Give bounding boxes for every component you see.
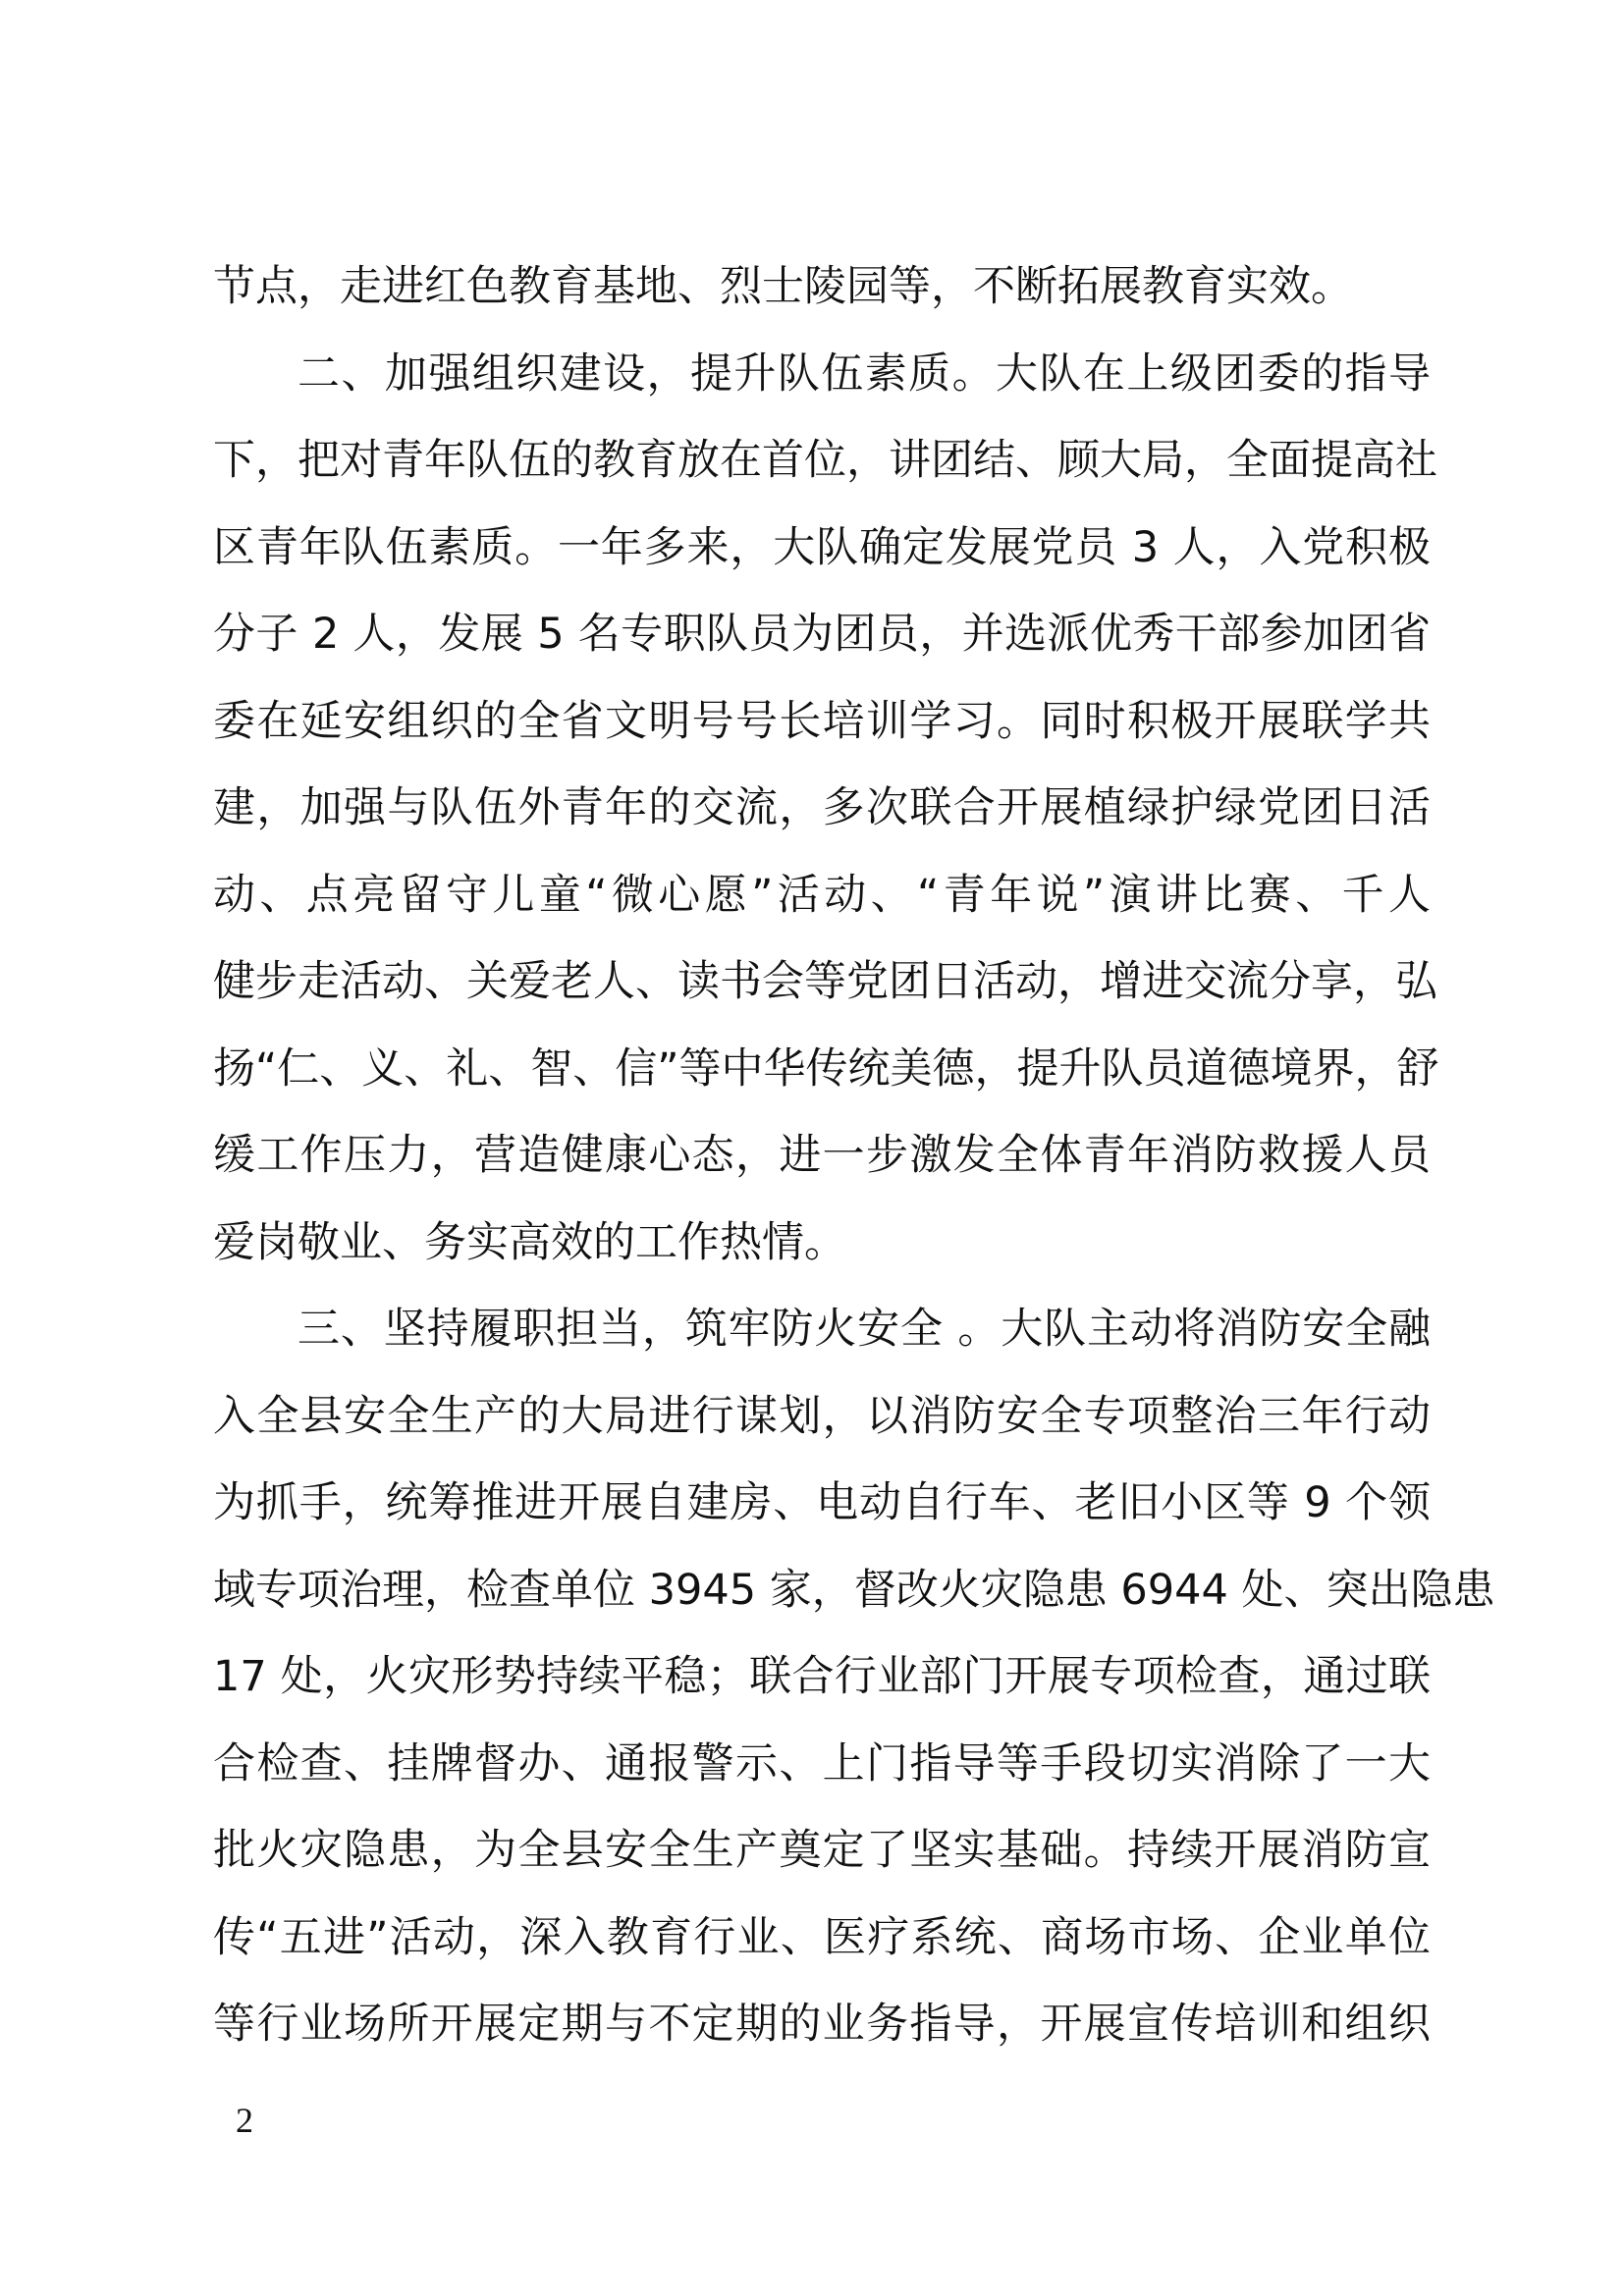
paragraph-heading-line: 三、坚持履职担当，筑牢防火安全 。大队主动将消防安全融 (298, 1305, 1431, 1354)
text-line: 传“五进”活动，深入教育行业、医疗系统、商场市场、企业单位 (213, 1912, 1431, 1962)
text-line: 爱岗敬业、务实高效的工作热情。 (213, 1217, 846, 1267)
text-line: 17 处，火灾形势持续平稳；联合行业部门开展专项检查，通过联 (213, 1652, 1431, 1701)
text-line: 分子 2 人，发展 5 名专职队员为团员，并选派优秀干部参加团省 (213, 610, 1431, 659)
text-line: 建，加强与队伍外青年的交流，多次联合开展植绿护绿党团日活 (213, 783, 1431, 832)
text-line: 批火灾隐患，为全县安全生产奠定了坚实基础。持续开展消防宣 (213, 1826, 1431, 1875)
text-line: 扬“仁、义、礼、智、信”等中华传统美德，提升队员道德境界，舒 (213, 1043, 1439, 1094)
text-line: 下，把对青年队伍的教育放在首位，讲团结、顾大局，全面提高社 (213, 436, 1437, 485)
text-line: 动、点亮留守儿童“微心愿”活动、“青年说”演讲比赛、千人 (213, 870, 1431, 920)
text-line: 入全县安全生产的大局进行谋划，以消防安全专项整治三年行动 (213, 1391, 1431, 1441)
body-text (213, 243, 1495, 2068)
text-line: 委在延安组织的全省文明号号长培训学习。同时积极开展联学共 (213, 696, 1431, 746)
text-line: 区青年队伍素质。一年多来，大队确定发展党员 3 人，入党积极 (213, 522, 1431, 572)
text-line: 缓工作压力，营造健康心态，进一步激发全体青年消防救援人员 (213, 1131, 1431, 1180)
text-line: 为抓手，统筹推进开展自建房、电动自行车、老旧小区等 9 个领 (213, 1478, 1431, 1527)
page-number: 2 (236, 2101, 253, 2140)
text-line: 节点，走进红色教育基地、烈士陵园等，不断拓展教育实效。 (213, 262, 1353, 311)
paragraph-heading-line: 二、加强组织建设，提升队伍素质。大队在上级团委的指导 (298, 348, 1431, 399)
text-line: 健步走活动、关爱老人、读书会等党团日活动，增进交流分享，弘 (213, 957, 1437, 1006)
text-line: 域专项治理，检查单位 3945 家，督改火灾隐患 6944 处、突出隐患 (213, 1565, 1495, 1615)
text-line: 等行业场所开展定期与不定期的业务指导，开展宣传培训和组织 (213, 2000, 1431, 2049)
text-line: 合检查、挂牌督办、通报警示、上门指导等手段切实消除了一大 (213, 1738, 1431, 1789)
